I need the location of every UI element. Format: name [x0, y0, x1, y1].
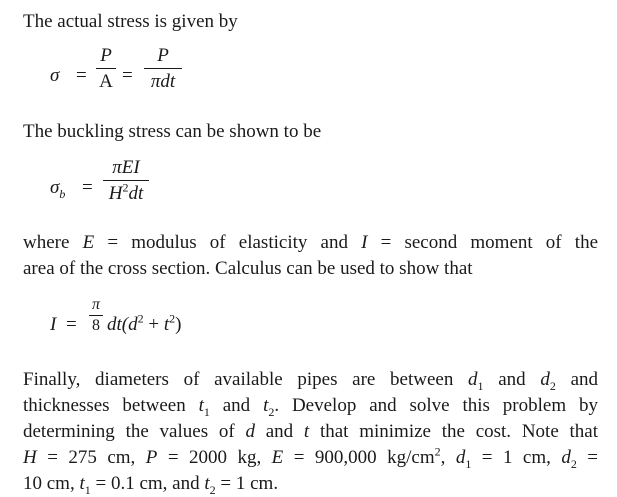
expression: $dt(d^2 + t^2)$: [107, 311, 182, 335]
final-line-3: determining the values of d and t that minimize the cost. Note that: [23, 421, 599, 442]
fraction-p-over-pidt: [144, 46, 182, 91]
fraction-denominator: $H^2dt$: [108, 180, 144, 204]
sigma-symbol: σ: [50, 65, 60, 86]
fraction-pi-over-8: [89, 297, 103, 334]
fraction-denominator: πdt: [150, 71, 176, 92]
where-line-1: where E = modulus of elasticity and I = second moment of the: [23, 232, 598, 253]
final-paragraph: [23, 367, 598, 497]
where-line-2: area of the cross section. Calculus can be used to show that: [23, 258, 473, 279]
final-line-2: thicknesses between $t_1$ and $t_2$. Develop and solve this problem by: [23, 395, 598, 419]
final-line-1: Finally, diameters of available pipes are between $d_1$ and $d_2$ and: [23, 369, 598, 393]
fraction-denominator: 8: [92, 317, 100, 334]
sigma-b: $\sigma_b$: [50, 177, 66, 201]
fraction-denominator: A: [99, 71, 113, 92]
equals-sign: =: [76, 65, 87, 86]
fraction-buckling: [103, 158, 149, 203]
fraction-numerator: P: [100, 45, 112, 66]
equals-sign: =: [66, 314, 77, 335]
fraction-numerator: πEI: [112, 157, 140, 178]
fraction-p-over-a: [96, 46, 116, 91]
fraction-numerator: π: [91, 296, 100, 313]
equals-sign-2: =: [122, 65, 133, 86]
fraction-numerator: P: [157, 45, 169, 66]
intro-text: The actual stress is given by: [23, 11, 238, 32]
buckling-intro-text: The buckling stress can be shown to be: [23, 121, 322, 142]
i-symbol: I: [50, 314, 57, 335]
equals-sign: =: [82, 177, 93, 198]
final-line-5: 10 cm, $t_1 = 0.1$ cm, and $t_2 = 1$ cm.: [23, 473, 279, 497]
final-line-4: H = 275 cm, P = 2000 kg, E = 900,000 $kg/cm^2$, $d_1 = 1$ cm, $d_2$ =: [23, 444, 599, 471]
where-paragraph: [23, 230, 598, 282]
